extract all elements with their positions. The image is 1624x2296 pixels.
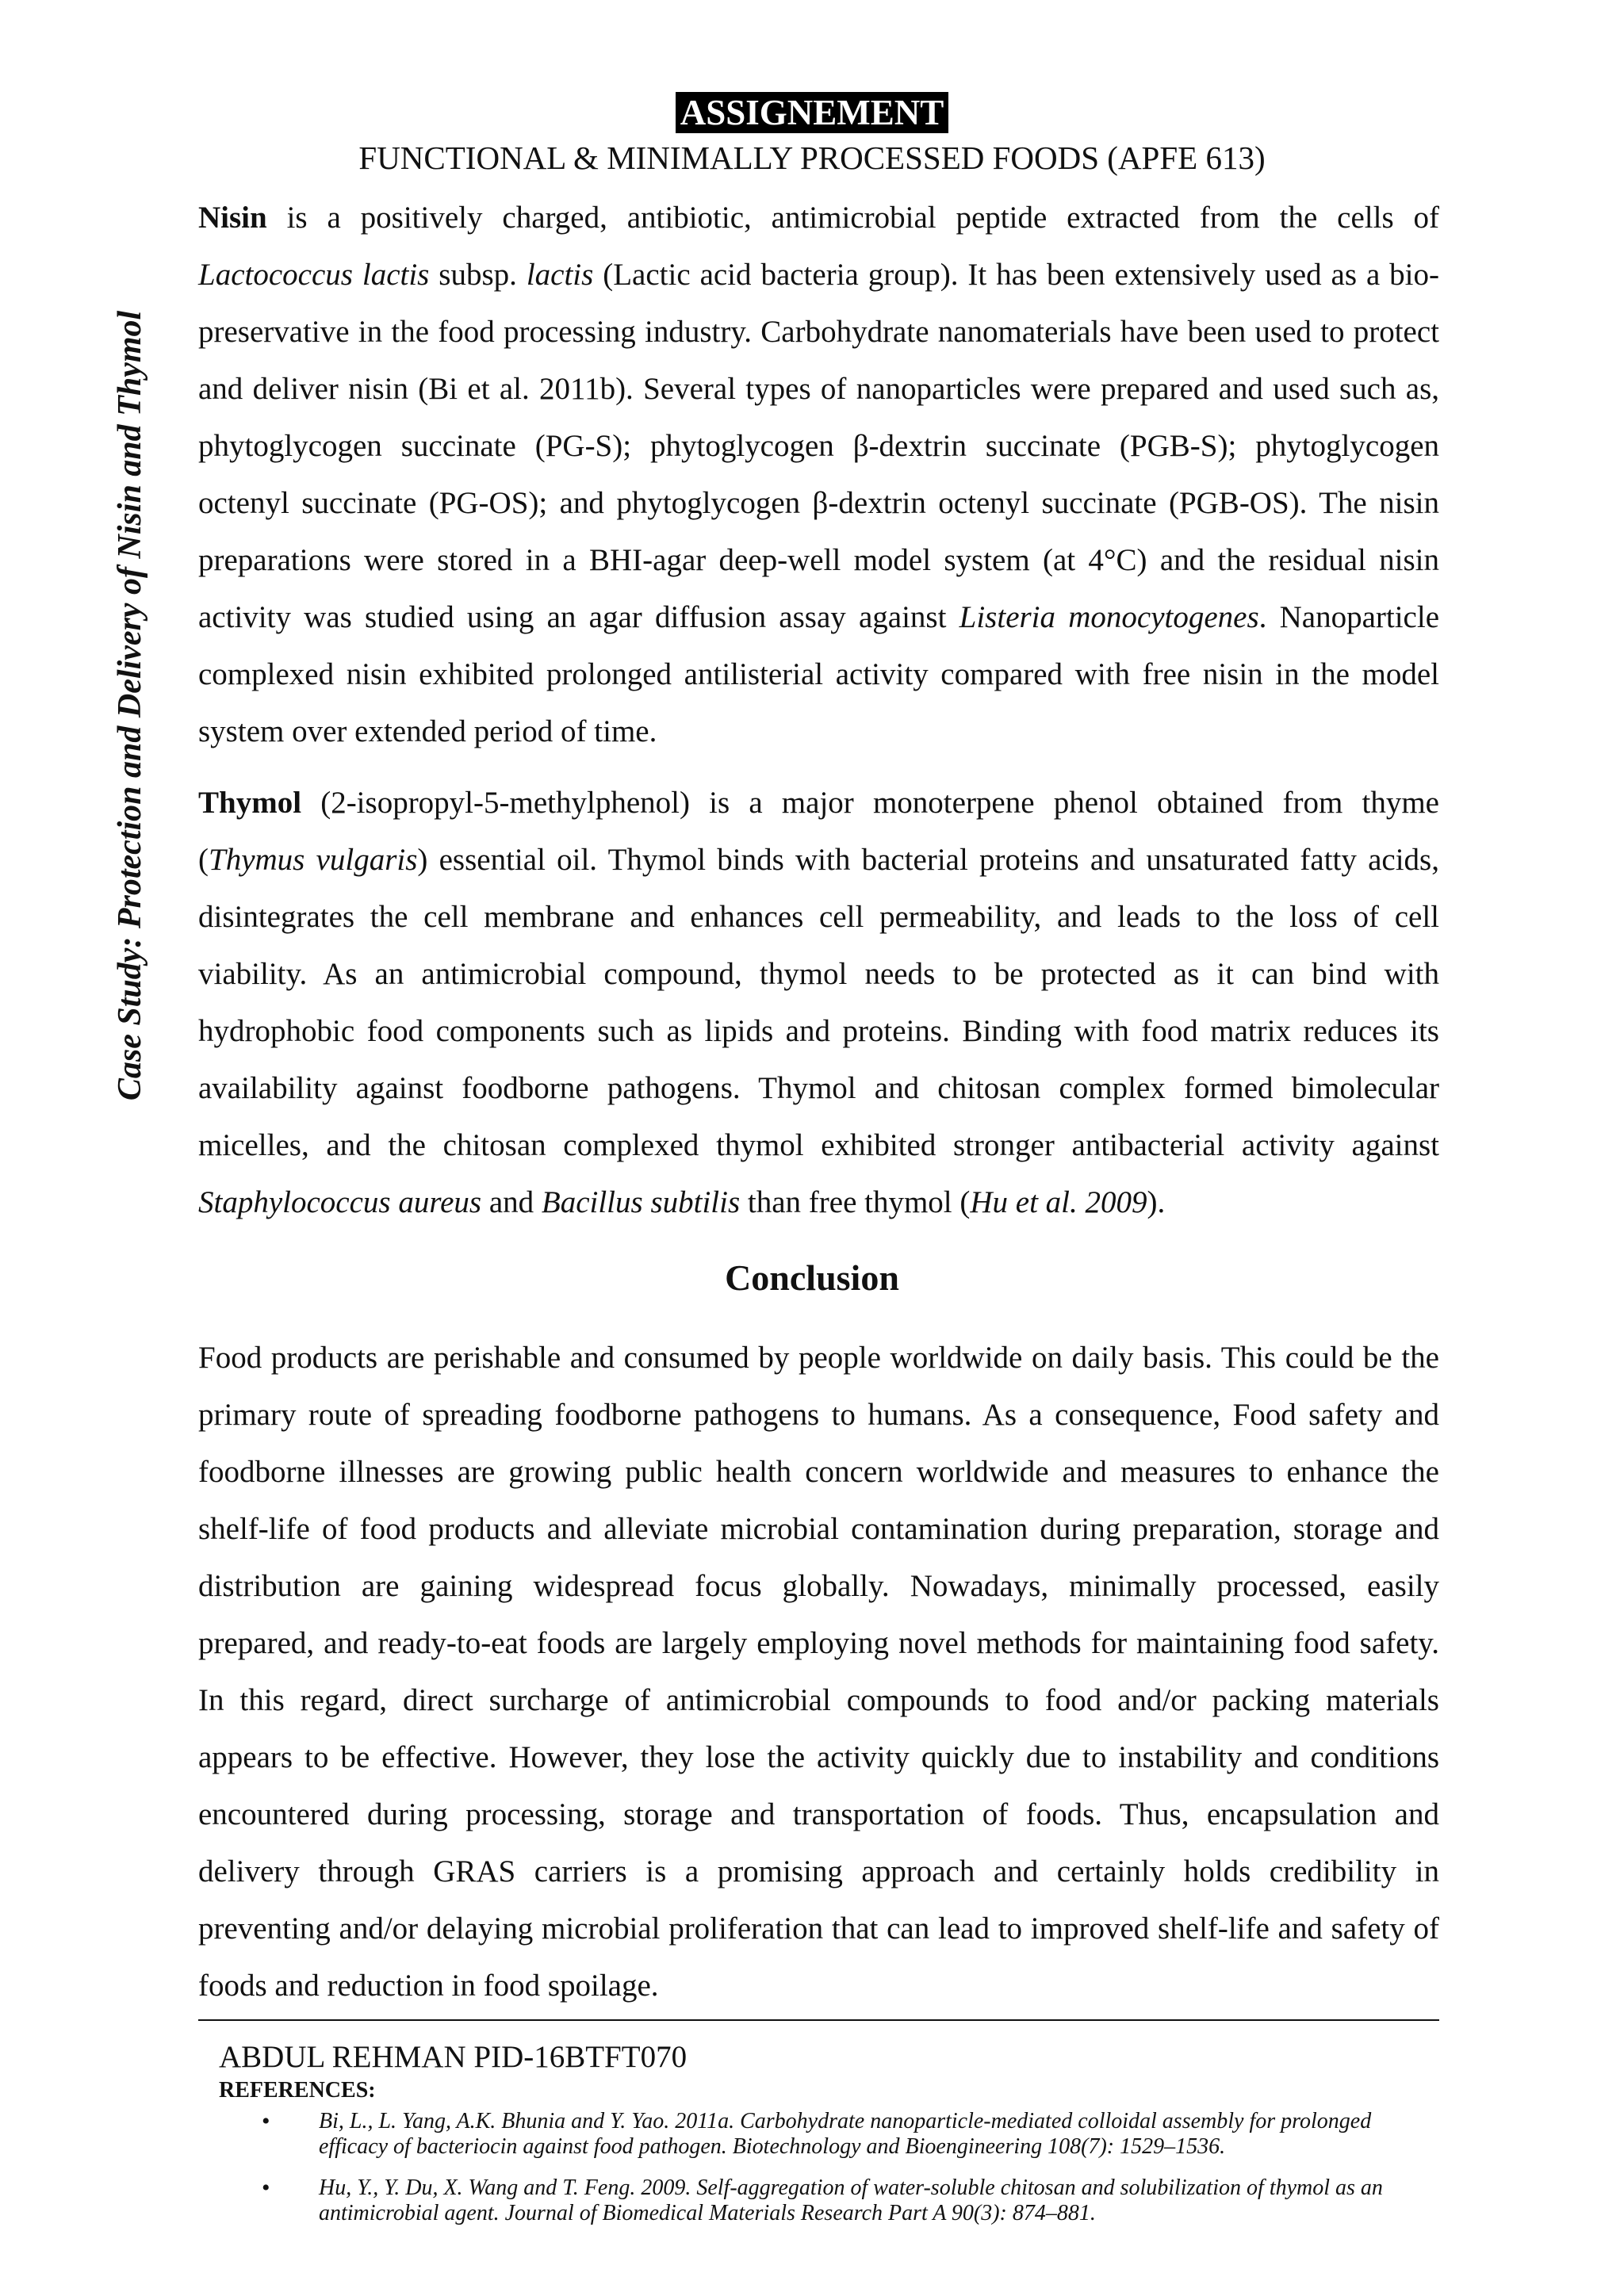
page-header (0, 92, 1624, 133)
author-line: ABDUL REHMAN PID-16BTFT070 (219, 2040, 688, 2074)
assignment-title: ASSIGNEMENT (676, 92, 949, 133)
nisin-listeria: Listeria monocytogenes (959, 600, 1259, 634)
thymol-term: Thymol (198, 786, 302, 820)
thymol-bacillus: Bacillus subtilis (541, 1185, 741, 1219)
nisin-subspecies: lactis (526, 258, 594, 292)
bullet-icon: • (262, 2175, 270, 2201)
thymol-species: Thymus vulgaris (209, 843, 418, 877)
conclusion-heading: Conclusion (725, 1257, 899, 1298)
reference-text: Hu, Y., Y. Du, X. Wang and T. Feng. 2009. Self-aggregation of water-soluble chitosan and solubilization of thymol as an antimicrobial agent. Journal of Biomedical Materials Research Part A 90(3): 874–881. (319, 2175, 1383, 2225)
footer-divider (198, 2019, 1439, 2021)
nisin-text-4: . Nanoparticle complexed nisin exhibited prolonged antilisterial activity compared with free nisin in the model system over extended period of time. (198, 600, 1440, 748)
thymol-staphylococcus: Staphylococcus aureus (198, 1185, 482, 1219)
thymol-text-2: ) essential oil. Thymol binds with bacterial proteins and unsaturated fatty acids, disintegrates the cell membrane and enhances cell permeability, and leads to the loss of cell viability. As an antimicrobial compound, thymol needs to be protected as it can bind with hydrophobic food components such as lipids and proteins. Binding with food matrix reduces its availability against foodborne pathogens. Thymol and chitosan complex formed bimolecular micelles, and the chitosan complexed thymol exhibited stronger antibacterial activity against (198, 843, 1439, 1162)
thymol-text-3: and (481, 1185, 542, 1219)
references-list (262, 2109, 1427, 2242)
thymol-citation: Hu et al. 2009 (970, 1185, 1147, 1219)
reference-item (262, 2109, 1427, 2160)
thymol-text-1: (2-isopropyl-5-methylphenol) is a major monoterpene phenol obtained from thyme ( (198, 786, 1439, 877)
thymol-paragraph (198, 775, 1439, 1231)
nisin-term: Nisin (198, 201, 267, 235)
conclusion-paragraph: Food products are perishable and consumed by people worldwide on daily basis. This could be the primary route of spreading foodborne pathogens to humans. As a consequence, Food safety and foodborne illnesses are growing public health concern worldwide and measures to enhance the shelf-life of food products and alleviate microbial contamination during preparation, storage and distribution are gaining widespread focus globally. Nowadays, minimally processed, easily prepared, and ready-to-eat foods are largely employing novel methods for maintaining food safety. In this regard, direct surcharge of antimicrobial compounds to food and/or packing materials appears to be effective. However, they lose the activity quickly due to instability and conditions encountered during processing, storage and transportation of foods. Thus, encapsulation and delivery through GRAS carriers is a promising approach and certainly holds credibility in preventing and/or delaying microbial proliferation that can lead to improved shelf-life and safety of foods and reduction in food spoilage. (198, 1341, 1439, 2003)
nisin-text-2: subsp. (429, 258, 527, 292)
references-heading: REFERENCES: (219, 2078, 376, 2103)
reference-text: Bi, L., L. Yang, A.K. Bhunia and Y. Yao. 2011a. Carbohydrate nanoparticle-mediated colloidal assembly for prolonged efficacy of bacteriocin against food pathogen. Biotechnology and Bioengineering 108(7): 1529–1536. (319, 2109, 1372, 2159)
course-subtitle: FUNCTIONAL & MINIMALLY PROCESSED FOODS (APFE 613) (358, 140, 1266, 176)
thymol-text-5: ). (1147, 1185, 1166, 1219)
nisin-text-3: (Lactic acid bacteria group). It has been extensively used as a bio-preservative in the food processing industry. Carbohydrate nanomaterials have been used to protect and deliver nisin (Bi et al. 2011b). Several types of nanoparticles were prepared and used such as, phytoglycogen succinate (PG-S); phytoglycogen β-dextrin succinate (PGB-S); phytoglycogen octenyl succinate (PG-OS); and phytoglycogen β-dextrin octenyl succinate (PGB-OS). The nisin preparations were stored in a BHI-agar deep-well model system (at 4°C) and the residual nisin activity was studied using an agar diffusion assay against (198, 258, 1439, 634)
thymol-text-4: than free thymol ( (740, 1185, 971, 1219)
nisin-paragraph (198, 189, 1439, 760)
bullet-icon: • (262, 2108, 270, 2134)
nisin-text-1: is a positively charged, antibiotic, antimicrobial peptide extracted from the cells of (266, 201, 1439, 235)
nisin-species: Lactococcus lactis (198, 258, 430, 292)
reference-item (262, 2175, 1427, 2226)
vertical-case-study-title: Case Study: Protection and Delivery of Nisin and Thymol (112, 310, 148, 1101)
